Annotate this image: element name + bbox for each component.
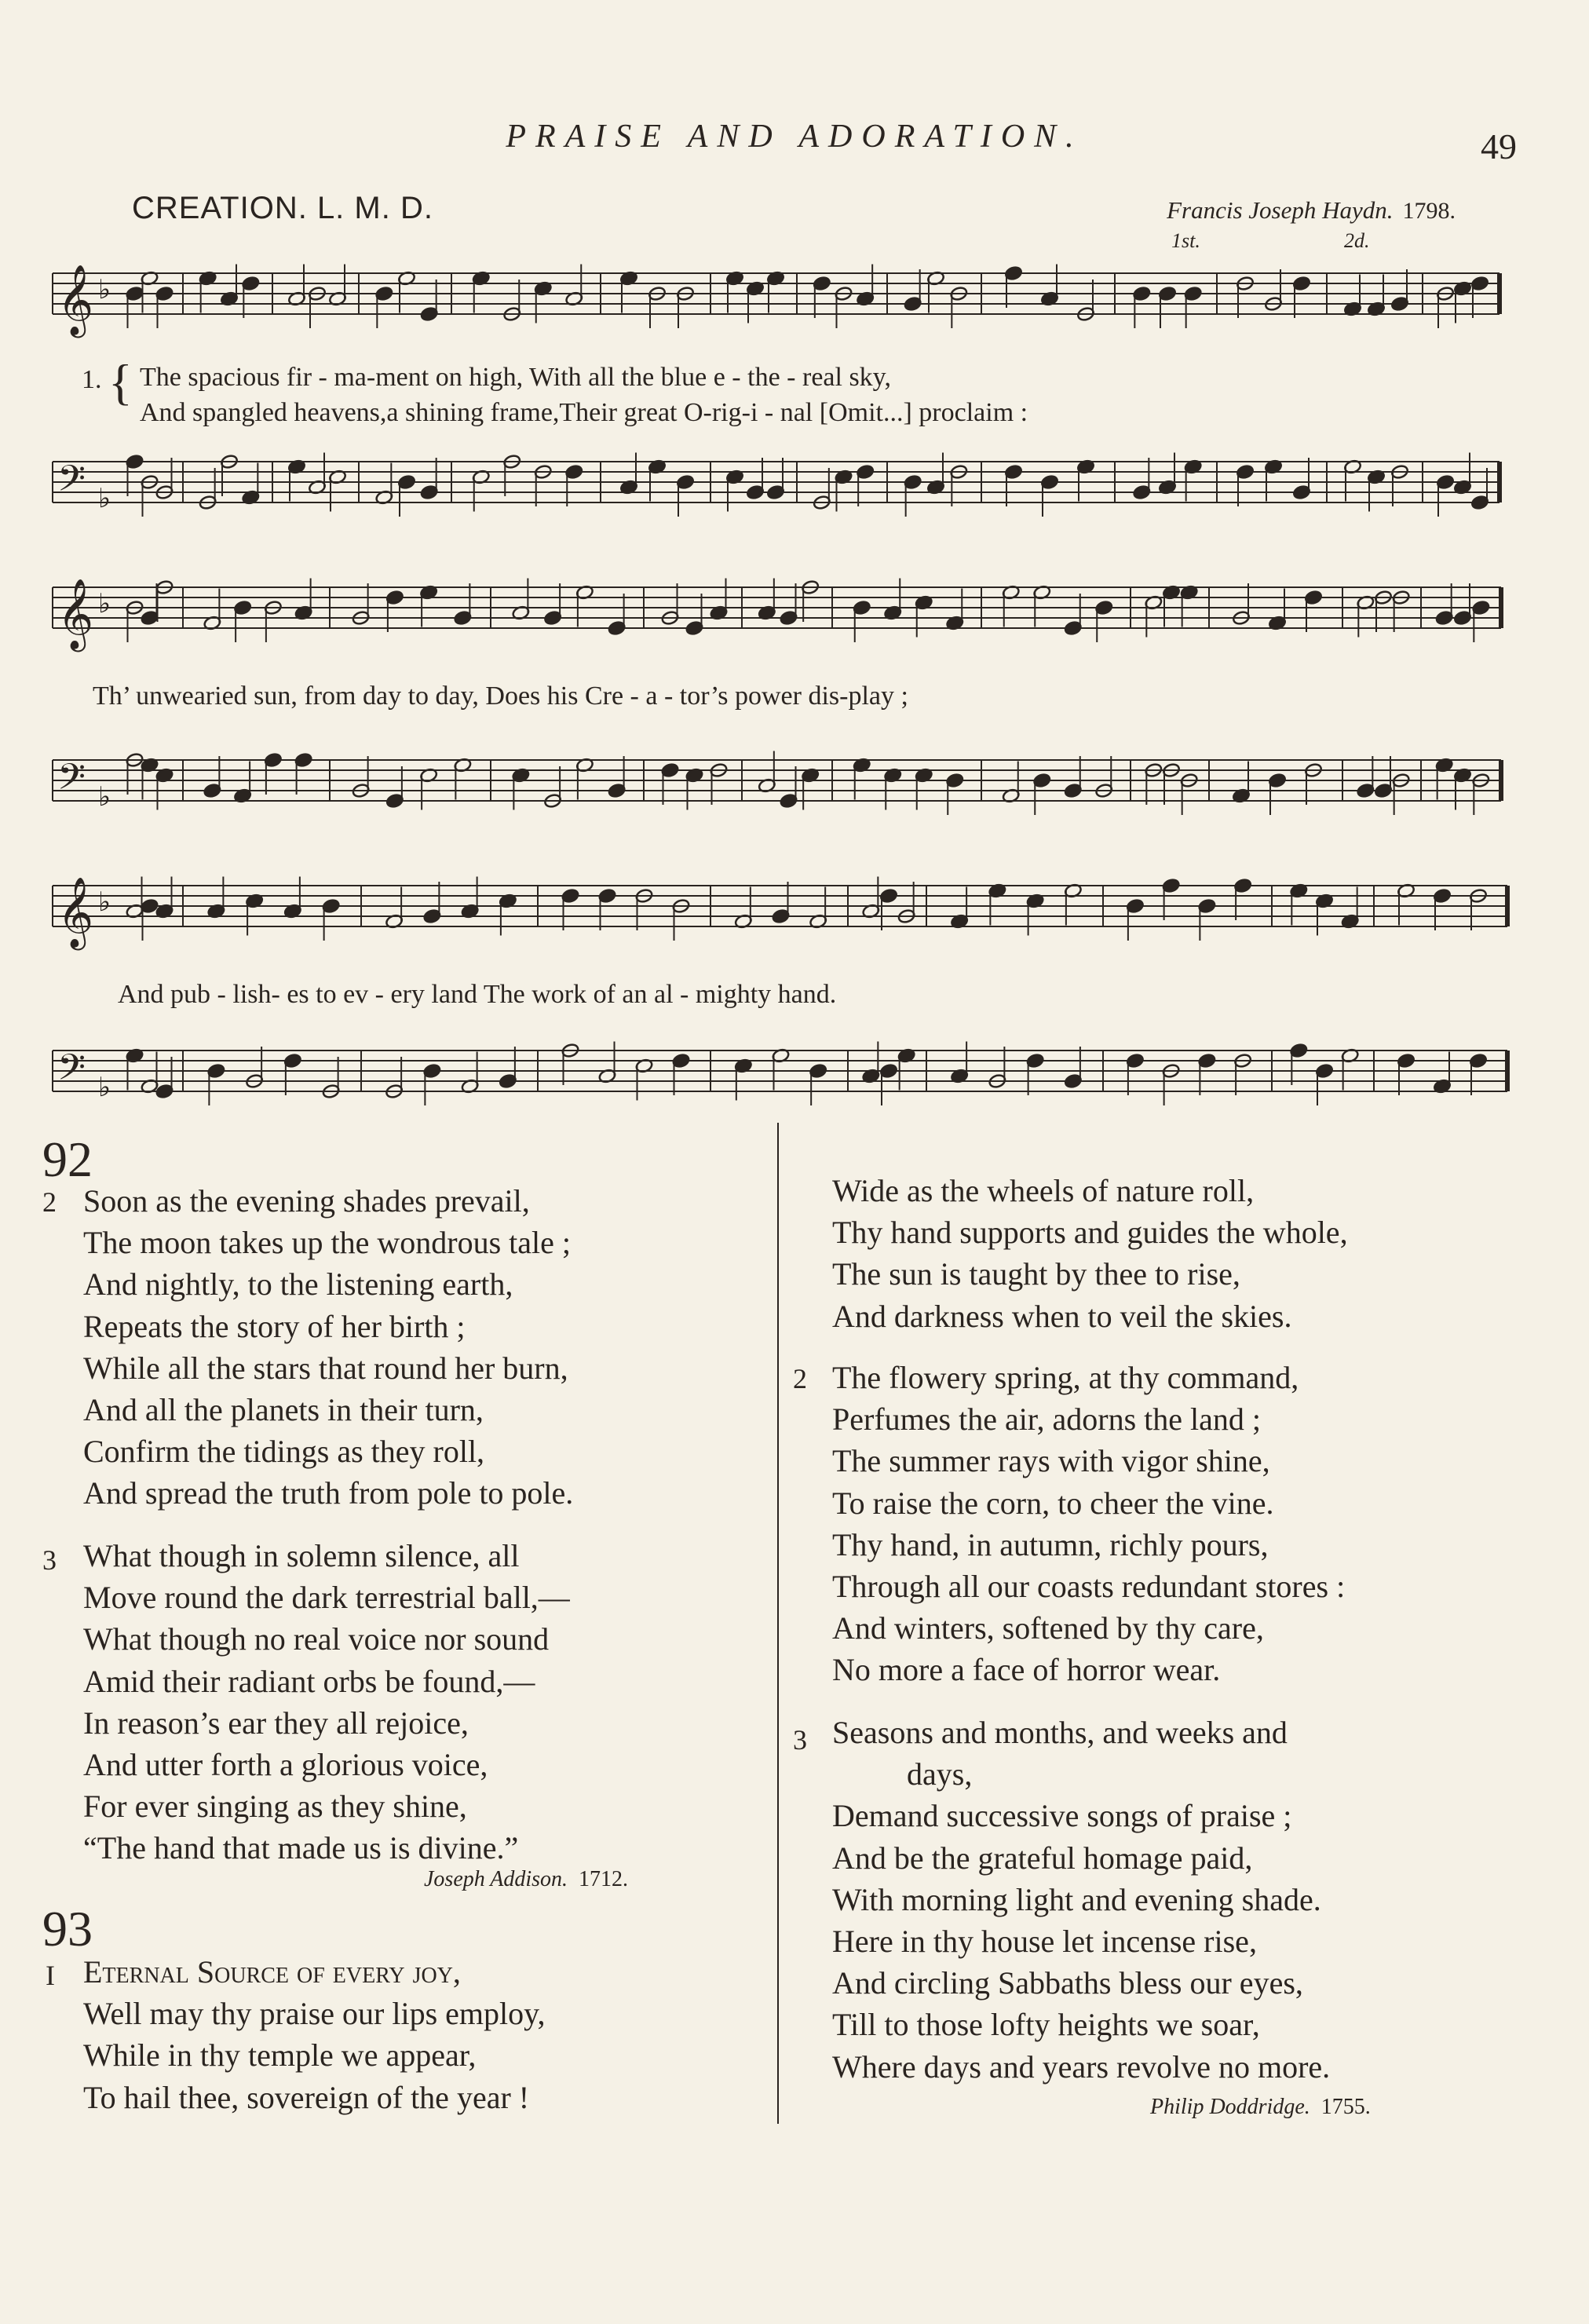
lyric-line-1b: And spangled heavens,a shining frame,Their great O-rig-i - nal [Omit...] proclaim :: [140, 398, 1028, 427]
poem-line: Where days and years revolve no more.: [832, 2048, 1331, 2085]
music-system-1-bass: [0, 448, 1589, 557]
poem-line: And darkness when to veil the skies.: [832, 1298, 1292, 1334]
verse-number-1: 1.: [82, 365, 102, 394]
poem-line: To raise the corn, to cheer the vine.: [832, 1485, 1274, 1521]
music-system-2-treble: [0, 573, 1589, 691]
column-divider: [777, 1123, 779, 2124]
poem-line: The sun is taught by thee to rise,: [832, 1256, 1240, 1292]
bass-clef-icon: 𝄢: [57, 756, 86, 807]
poem-line: In reason’s ear they all rejoice,: [83, 1705, 469, 1741]
poem-line: While all the stars that round her burn,: [83, 1350, 568, 1386]
hymn93-verse-1-continued: [832, 1170, 1348, 1337]
lyric-line-2: Th’ unwearied sun, from day to day, Does his Cre - a - tor’s power dis-play ;: [93, 681, 908, 711]
poem-line: Confirm the tidings as they roll,: [83, 1434, 485, 1470]
poem-line: For ever singing as they shine,: [83, 1789, 467, 1825]
lyric-brace: {: [108, 354, 133, 410]
hymn93-author-year: 1755.: [1321, 2095, 1371, 2119]
poem-line: Amid their radiant orbs be found,—: [83, 1663, 535, 1699]
lyric-line-1a: The spacious fir - ma-ment on high, With all the blue e - the - real sky,: [140, 363, 891, 392]
hymn93-verse-1: [83, 1951, 546, 2118]
lyric-line-3: And pub - lish- es to ev - ery land The work of an al - mighty hand.: [118, 980, 837, 1009]
hymn93-author-name: Philip Doddridge.: [1150, 2095, 1310, 2119]
hymn92-author: [424, 1867, 628, 1892]
poem-line: days,: [907, 1756, 973, 1792]
poem-line: Move round the dark terrestrial ball,—: [83, 1580, 570, 1616]
poem-line: Through all our coasts redundant stores :: [832, 1568, 1346, 1604]
key-signature-flat-icon: ♭: [98, 483, 111, 514]
composer-name: Francis Joseph Haydn.: [1167, 196, 1394, 224]
key-signature-flat-icon: ♭: [98, 886, 111, 918]
poem-line: To hail thee, sovereign of the year !: [83, 2079, 530, 2115]
hymn92-verse-number-2: 2: [42, 1186, 57, 1218]
hymn92-verse-2: [83, 1180, 573, 1515]
poem-line: The flowery spring, at thy command,: [832, 1360, 1299, 1395]
poem-line: And circling Sabbaths bless our eyes,: [832, 1965, 1303, 2001]
tune-name: CREATION. L. M. D.: [132, 191, 433, 225]
hymn-number-93: 93: [42, 1901, 93, 1957]
key-signature-flat-icon: ♭: [98, 1072, 111, 1103]
poem-line: Till to those lofty heights we soar,: [832, 2007, 1260, 2043]
hymn92-author-name: Joseph Addison.: [424, 1867, 568, 1891]
hymn92-verse-number-3: 3: [42, 1544, 57, 1576]
poem-line: “The hand that made us is divine.”: [83, 1830, 519, 1866]
poem-line: Perfumes the air, adorns the land ;: [832, 1401, 1262, 1438]
poem-line: Repeats the story of her birth ;: [83, 1308, 466, 1344]
second-ending-label: 2d.: [1344, 229, 1370, 252]
composer-year: 1798.: [1402, 198, 1456, 224]
music-system-3-bass: [0, 1036, 1589, 1138]
first-ending-label: 1st.: [1171, 229, 1200, 252]
poem-line: Well may thy praise our lips employ,: [83, 1996, 546, 2032]
running-head: PRAISE AND ADORATION.: [506, 119, 1083, 155]
poem-line: The moon takes up the wondrous tale ;: [83, 1225, 571, 1261]
poem-line: Seasons and months, and weeks and: [832, 1715, 1288, 1750]
key-signature-flat-icon: ♭: [98, 781, 111, 813]
poem-line: No more a face of horror wear.: [832, 1652, 1221, 1688]
hymn93-verse-number-3: 3: [793, 1724, 807, 1756]
poem-line: Demand successive songs of praise ;: [832, 1798, 1292, 1834]
hymn92-verse-3: [83, 1535, 570, 1869]
treble-clef-icon: 𝄞: [57, 579, 94, 649]
tune-composer: [1167, 196, 1456, 225]
poem-line: Here in thy house let incense rise,: [832, 1923, 1257, 1959]
page-number: 49: [1481, 126, 1517, 166]
key-signature-flat-icon: ♭: [98, 588, 111, 619]
poem-line: What though no real voice nor sound: [83, 1621, 550, 1657]
poem-line: With morning light and evening shade.: [832, 1881, 1321, 1917]
music-system-2-bass: [0, 746, 1589, 848]
hymn93-verse-number-2: 2: [793, 1363, 807, 1394]
key-signature-flat-icon: ♭: [98, 274, 111, 305]
music-system-3-treble: [0, 872, 1589, 989]
poem-line: Thy hand, in autumn, richly pours,: [832, 1526, 1269, 1562]
poem-line: The summer rays with vigor shine,: [832, 1443, 1270, 1479]
poem-line: While in thy temple we appear,: [83, 2037, 477, 2074]
poem-line: Thy hand supports and guides the whole,: [832, 1215, 1348, 1251]
hymn93-verse-2: [832, 1357, 1345, 1691]
bass-clef-icon: 𝄢: [57, 1047, 86, 1098]
poem-line: Eternal Source of every joy,: [83, 1954, 461, 1990]
hymn93-author: [1150, 2095, 1371, 2120]
hymn93-verse-3: [832, 1712, 1330, 2088]
treble-clef-icon: 𝄞: [57, 265, 94, 335]
bass-clef-icon: 𝄢: [57, 458, 86, 509]
poem-line: Soon as the evening shades prevail,: [83, 1183, 530, 1219]
poem-line: And utter forth a glorious voice,: [83, 1746, 488, 1782]
poem-line: Wide as the wheels of nature roll,: [832, 1173, 1255, 1208]
treble-clef-icon: 𝄞: [57, 877, 94, 948]
hymn92-author-year: 1712.: [579, 1867, 629, 1891]
poem-line: And all the planets in their turn,: [83, 1391, 484, 1427]
poem-line: And winters, softened by thy care,: [832, 1610, 1264, 1646]
poem-line: And be the grateful homage paid,: [832, 1840, 1253, 1876]
poem-line: And nightly, to the listening earth,: [83, 1266, 513, 1303]
hymn93-verse-number-1: I: [46, 1960, 55, 1991]
poem-line: What though in solemn silence, all: [83, 1538, 520, 1573]
hymn-number-92: 92: [42, 1131, 93, 1187]
music-system-1-treble: [0, 259, 1589, 369]
poem-line: And spread the truth from pole to pole.: [83, 1475, 574, 1511]
